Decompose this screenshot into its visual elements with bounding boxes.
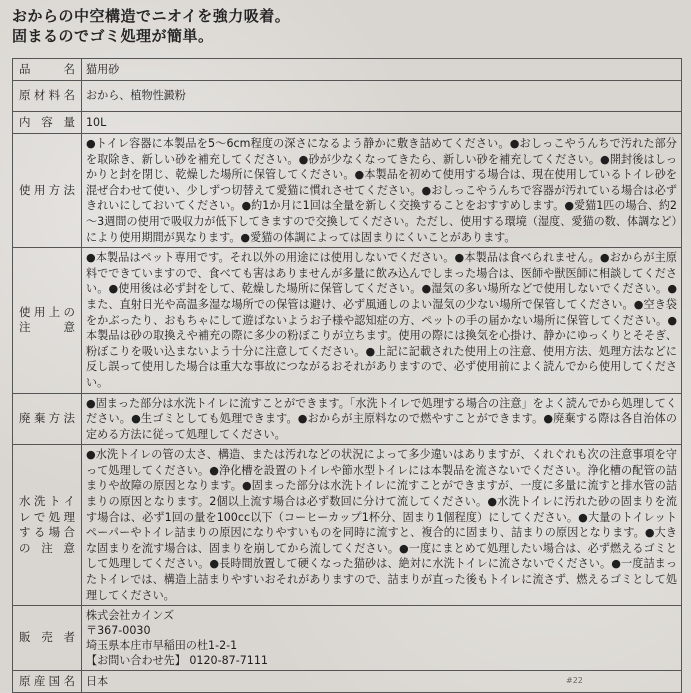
- label-seller: 販売者: [13, 606, 82, 671]
- headline-line-2: 固まるのでゴミ処理が簡単。: [12, 27, 214, 45]
- label-precautions: 使用上の注意: [13, 248, 82, 393]
- row-product-name: [13, 59, 682, 81]
- row-disposal: [13, 393, 682, 445]
- seller-postal: 〒367-0030: [86, 624, 151, 638]
- value-seller: [82, 606, 682, 671]
- headline: [12, 6, 290, 46]
- row-toilet-notes: [13, 445, 682, 606]
- row-ingredients: [13, 81, 682, 112]
- seller-company: 株式会社カインズ: [86, 609, 175, 623]
- value-ingredients: おから、植物性澱粉: [82, 81, 682, 112]
- label-product-name: 品 名: [13, 59, 82, 81]
- footer-number: #22: [566, 676, 583, 685]
- label-volume: 内容量: [13, 112, 82, 134]
- value-volume: 10L: [82, 112, 682, 134]
- value-usage: ●トイレ容器に本製品を5～6cm程度の深さになるよう静かに敷き詰めてください。●おしっこやうんちで汚れた部分を取除き、新しい砂を補充してください。●砂が少なくなってきたら、新しい砂を補充してください。●開封後はしっかりと封を閉じ、乾燥した場所に保管してください。●本製品を初めて使用する場合は、現在使用しているトイレ砂を混ぜ合わせて使い、少しずつ切替えて愛猫に慣れさせてください。●おしっこやうんちで容器が汚れている場合は必ずきれいにしておいてください。●約1か月に1回は全量を新しく交換することをおすすめします。●愛猫1匹の場合、約2～3週間の使用で吸収力が低下してきますので交換してください。ただし、使用する環境（湿度、愛猫の数、体調など）により使用期間が異なります。●愛猫の体調によっては固まりにくいことがあります。: [82, 134, 682, 248]
- label-toilet-notes: 水洗トイレで処理する場合の注意: [13, 445, 82, 606]
- row-volume: [13, 112, 682, 134]
- value-toilet-notes: ●水洗トイレの管の太さ、構造、または汚れなどの状況によって多少違いはありますが、くれぐれも次の注意事項を守って処理してください。●浄化槽を設置のトイレや節水型トイレには本製品を流さないでください。浄化槽の配管の詰まりや故障の原因となります。●固まった部分は水洗トイレに流すことができますが、一度に多量に流すと排水管の詰まりの原因となります。2個以上流す場合は必ず数回に分けて流してください。●水洗トイレに汚れた砂の固まりを流す場合は、必ず1回の量を100cc以下（コーヒーカップ1杯分、固まり1個程度）にしてください。●大量のトイレットペーパーやトイレ詰まりの原因になりやすいものを同時に流すと、複合的に固まり、詰まりの原因となります。●大きな固まりを流す場合は、固まりを崩してから流してください。●一度にまとめて処理したい場合は、必ず燃えるゴミとして処理してください。●長時間放置して硬くなった猫砂は、絶対に水洗トイレに流さないでください。●一度詰まったトイレでは、構造上詰まりやすいおそれがありますので、詰まりが直った後もトイレに流さず、燃えるゴミとして処理してください。: [82, 445, 682, 606]
- seller-address: 埼玉県本庄市早稲田の杜1-2-1: [86, 639, 238, 653]
- value-origin: 日本: [82, 671, 682, 693]
- value-product-name: 猫用砂: [82, 59, 682, 81]
- label-ingredients: 原材料名: [13, 81, 82, 112]
- label-origin: 原産国名: [13, 671, 82, 693]
- label-disposal: 廃棄方法: [13, 393, 82, 445]
- row-seller: [13, 606, 682, 671]
- value-precautions: ●本製品はペット専用です。それ以外の用途には使用しないでください。●本製品は食べられません。●おからが主原料でできていますので、食べても害はありませんが多量に飲み込んでしまった場合は、医師や獣医師に相談してください。●使用後は必ず封をして、乾燥した場所に保管してください。●湿気の多い場所などで使用しないでください。●また、直射日光や高温多湿な場所での保管は避け、必ず風通しのよい湿気の少ない場所で保管してください。●空き袋をかぶったり、おもちゃにして遊ばないようお子様や認知症の方、ペットの手の届かない場所に保管してください。●本製品は砂の取換えや補充の際に多少の粉ぼこりが立ちます。使用の際には換気を心掛け、静かにゆっくりとそそぎ、粉ぼこりを吸い込まないよう十分に注意してください。●上記に記載された使用上の注意、使用方法、処理方法などに反し誤って使用した場合は重大な事故につながるおそれがありますので、必ず使用前によく読んでから使用してください。: [82, 248, 682, 393]
- spec-table: [12, 58, 682, 693]
- label-usage: 使用方法: [13, 134, 82, 248]
- row-precautions: [13, 248, 682, 393]
- row-usage: [13, 134, 682, 248]
- seller-contact: 【お問い合わせ先】 0120-87-7111: [86, 654, 268, 668]
- value-disposal: ●固まった部分は水洗トイレに流すことができます。「水洗トイレで処理する場合の注意」をよく読んでから処理してください。●生ゴミとしても処理できます。●おからが主原料なので燃やすことができます。●廃棄する際は各自治体の定める方法に従って処理してください。: [82, 393, 682, 445]
- headline-line-1: おからの中空構造でニオイを強力吸着。: [12, 7, 291, 25]
